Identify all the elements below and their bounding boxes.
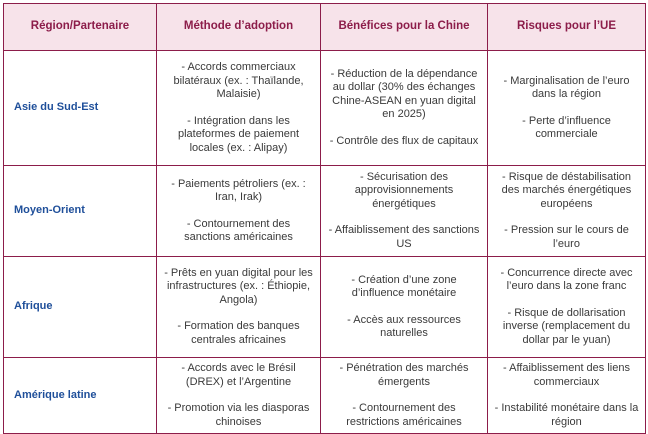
methode-item: - Accords commerciaux bilatéraux (ex. : Thaïlande, Malaisie) xyxy=(173,61,304,100)
region-cell: Asie du Sud-Est xyxy=(4,51,157,166)
risques-item: - Risque de déstabilisation des marchés énergétiques européens xyxy=(501,170,632,210)
benefices-cell xyxy=(321,358,488,434)
methode-item: - Prêts en yuan digital pour les infrastructures (ex. : Éthiopie, Angola) xyxy=(164,266,313,306)
methode-cell xyxy=(157,166,321,257)
region-cell: Afrique xyxy=(4,257,157,358)
table-row xyxy=(4,166,646,257)
header-risques: Risques pour l’UE xyxy=(488,4,646,51)
risques-item: - Affaiblissement des liens commerciaux xyxy=(503,362,630,388)
table-row xyxy=(4,257,646,358)
risques-item: - Instabilité monétaire dans la région xyxy=(494,402,639,428)
risques-cell xyxy=(488,166,646,257)
benefices-item: - Contournement des restrictions américaines xyxy=(346,402,462,428)
table-row xyxy=(4,51,646,166)
table-row xyxy=(4,358,646,434)
risques-cell xyxy=(488,257,646,358)
methode-item: - Intégration dans les plateformes de paiement locales (ex. : Alipay) xyxy=(177,114,300,154)
risques-cell xyxy=(488,358,646,434)
header-row xyxy=(4,4,646,51)
methode-item: - Paiements pétroliers (ex. : Iran, Irak) xyxy=(171,177,306,203)
header-region: Région/Partenaire xyxy=(4,4,157,51)
header-methode: Méthode d’adoption xyxy=(157,4,321,51)
methode-item: - Promotion via les diasporas chinoises xyxy=(167,402,310,428)
benefices-cell xyxy=(321,51,488,166)
header-benefices: Bénéfices pour la Chine xyxy=(321,4,488,51)
benefices-item: - Accès aux ressources naturelles xyxy=(347,313,461,339)
comparison-table xyxy=(3,3,646,434)
benefices-item: - Pénétration des marchés émergents xyxy=(339,362,469,388)
methode-cell xyxy=(157,257,321,358)
methode-cell xyxy=(157,358,321,434)
benefices-item: - Réduction de la dépendance au dollar (30% des échanges Chine-ASEAN en yuan digital en 2025) xyxy=(330,67,478,121)
methode-item: - Contournement des sanctions américaines xyxy=(184,217,293,243)
region-cell: Amérique latine xyxy=(4,358,157,434)
risques-item: - Risque de dollarisation inverse (remplacement du dollar par le yuan) xyxy=(502,306,631,346)
methode-item: - Formation des banques centrales africaines xyxy=(177,320,300,346)
risques-item: - Concurrence directe avec l’euro dans la zone franc xyxy=(500,266,633,293)
methode-cell xyxy=(157,51,321,166)
methode-item: - Accords avec le Brésil (DREX) et l’Argentine xyxy=(181,362,296,388)
risques-item: - Pression sur le cours de l’euro xyxy=(504,224,629,250)
benefices-item: - Affaiblissement des sanctions US xyxy=(328,224,480,250)
benefices-item: - Contrôle des flux de capitaux xyxy=(329,134,479,147)
risques-item: - Perte d’influence commerciale xyxy=(522,114,611,140)
region-cell: Moyen-Orient xyxy=(4,166,157,257)
benefices-cell xyxy=(321,166,488,257)
benefices-item: - Création d’une zone d’influence monétaire xyxy=(351,273,457,299)
benefices-cell xyxy=(321,257,488,358)
risques-item: - Marginalisation de l’euro dans la région xyxy=(503,74,630,100)
benefices-item: - Sécurisation des approvisionnements énergétiques xyxy=(354,170,454,210)
risques-cell xyxy=(488,51,646,166)
